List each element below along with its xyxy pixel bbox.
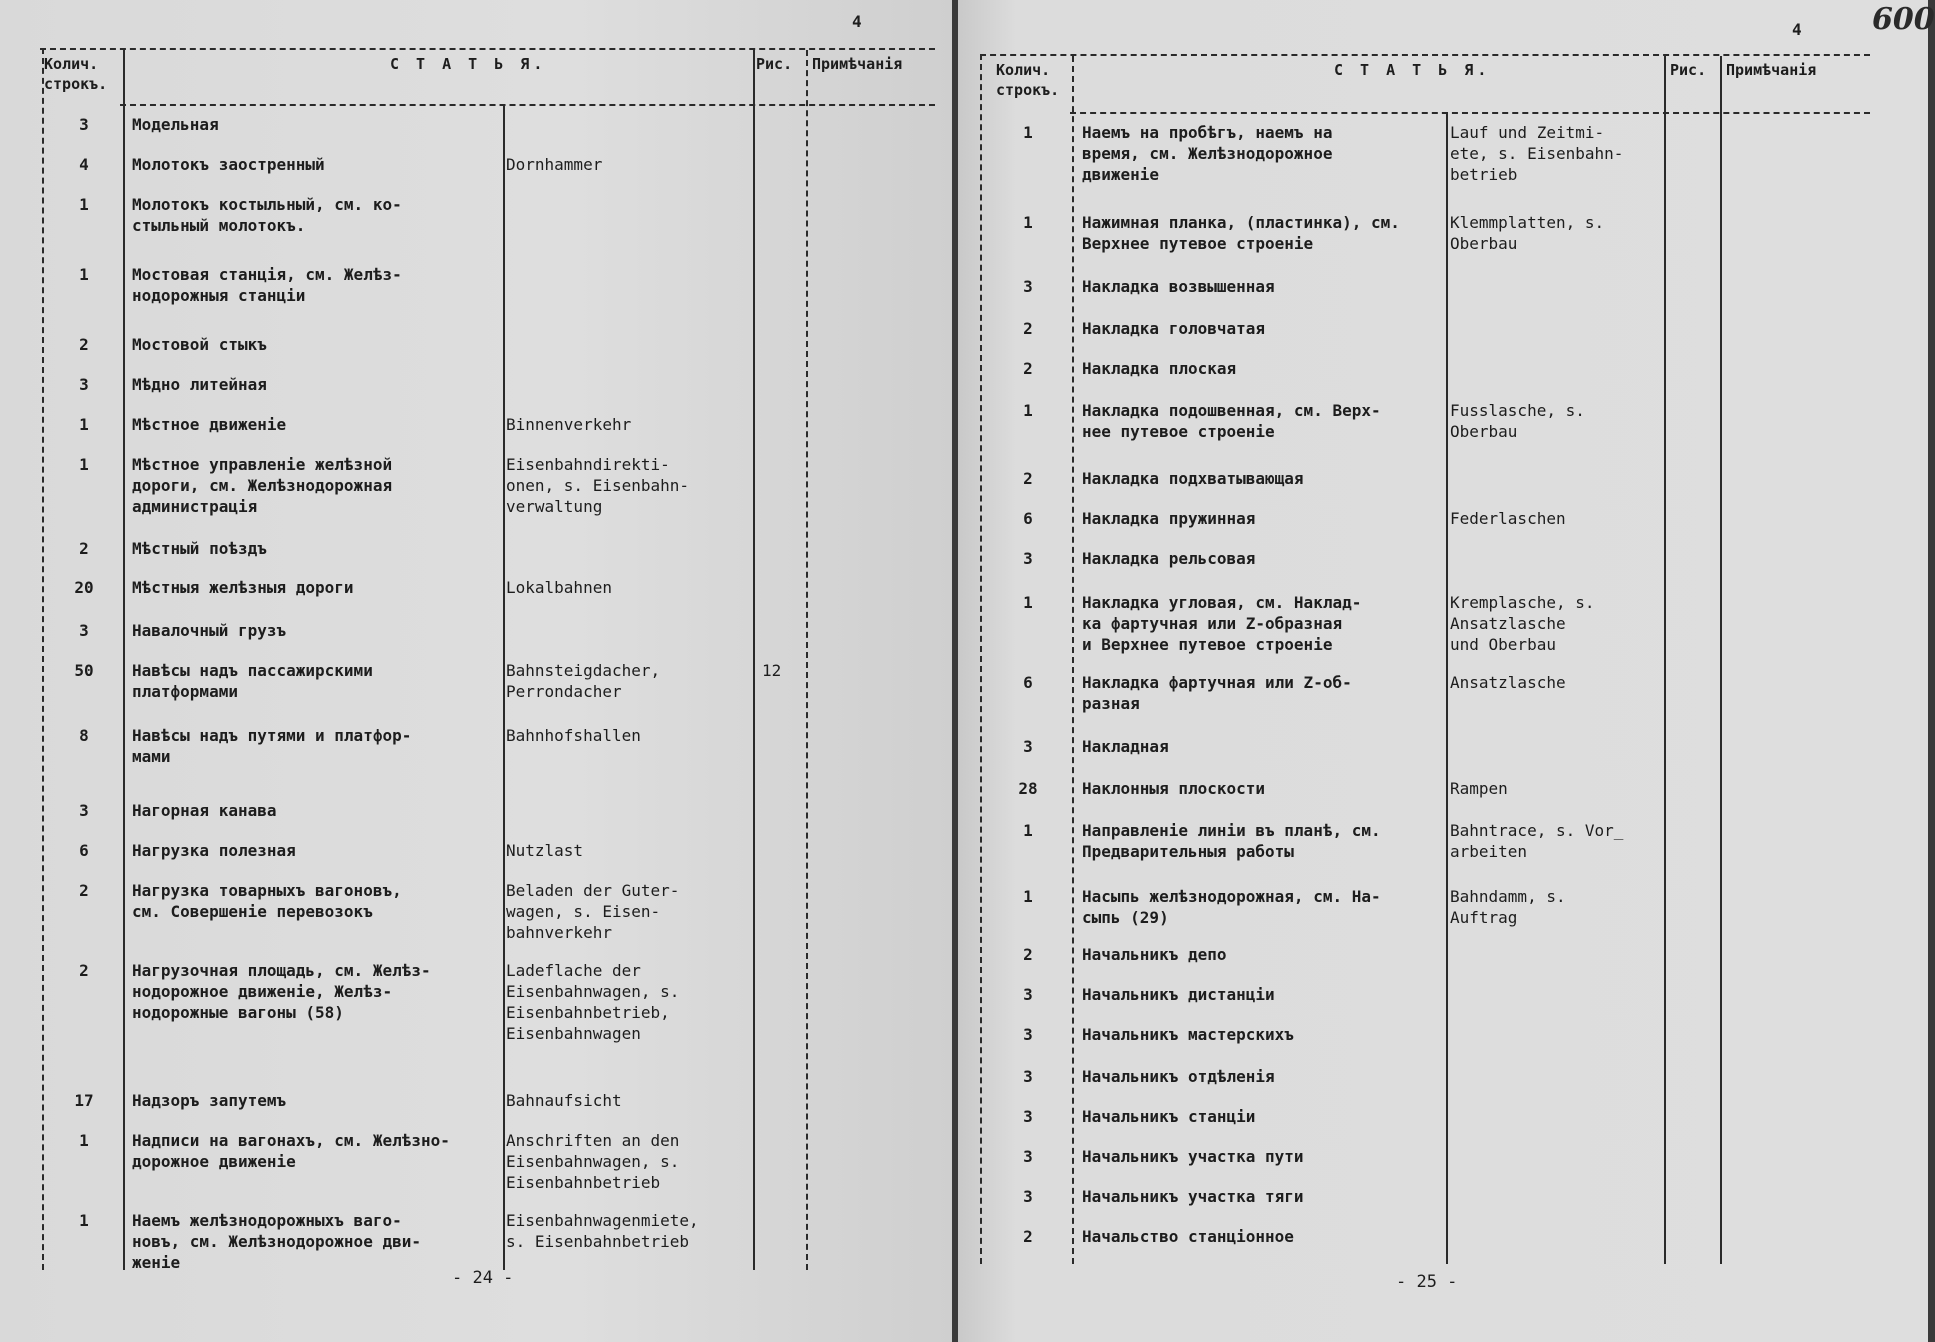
header-fig: Рис.: [1670, 61, 1707, 79]
entry-term-ru: Накладка подошвенная, см. Верх- нее путевое строеніе: [1082, 401, 1381, 441]
page-mark: 4: [1792, 20, 1802, 39]
entry-term-ru: Начальникъ депо: [1082, 945, 1227, 964]
entry-term-de: Ladeflache der Eisenbahnwagen, s. Eisenbahnbetrieb, Eisenbahnwagen: [506, 961, 680, 1043]
entry-figure: 12: [762, 661, 782, 680]
entry-term-ru: Начальникъ мастерскихъ: [1082, 1025, 1294, 1044]
entry-term-de: Bahnsteigdacher, Perrondacher: [506, 661, 661, 701]
entry-term-de: Bahnaufsicht: [506, 1091, 622, 1110]
entry-term-ru: Наемъ на пробѣгъ, наемъ на время, см. Желѣзнодорожное движеніе: [1082, 123, 1333, 184]
entry-term-ru: Мѣстное управленіе желѣзной дороги, см. Желѣзнодорожная администрація: [132, 455, 393, 516]
entry-term-ru: Нажимная планка, (пластинка), см. Верхнее путевое строеніе: [1082, 213, 1400, 253]
entry-term-ru: Накладка пружинная: [1082, 509, 1256, 528]
entry-term-ru: Начальникъ участка пути: [1082, 1147, 1304, 1166]
col-line: [1446, 112, 1448, 1264]
entry-count: 2: [1023, 469, 1033, 488]
entry-count: 3: [79, 115, 89, 134]
entry-term-ru: Нагрузочная площадь, см. Желѣз- нодорожное движеніе, Желѣз- нодорожные вагоны (58): [132, 961, 431, 1022]
entry-term-de: Kremplasche, s. Ansatzlasche und Oberbau: [1450, 593, 1595, 654]
entry-term-de: Binnenverkehr: [506, 415, 632, 434]
entry-count: 3: [1023, 277, 1033, 296]
entry-term-ru: Нагрузка полезная: [132, 841, 296, 860]
entry-count: 6: [79, 841, 89, 860]
header-fig: Рис.: [756, 55, 793, 73]
entry-count: 6: [1023, 509, 1033, 528]
entry-term-de: Eisenbahnwagenmiete, s. Eisenbahnbetrieb: [506, 1211, 699, 1251]
entry-term-ru: Начальникъ участка тяги: [1082, 1187, 1304, 1206]
entry-term-de: Bahndamm, s. Auftrag: [1450, 887, 1566, 927]
entry-count: 2: [79, 539, 89, 558]
entry-count: 1: [1023, 887, 1033, 906]
entry-term-ru: Мѣстное движеніе: [132, 415, 287, 434]
entry-term-de: Nutzlast: [506, 841, 584, 860]
col-line: [1072, 56, 1074, 1264]
entry-count: 1: [1023, 213, 1033, 232]
entry-count: 1: [79, 415, 89, 434]
col-line: [42, 48, 44, 1270]
col-line: [1664, 56, 1666, 1264]
page-footer: - 24 -: [452, 1268, 514, 1288]
entry-count: 1: [79, 455, 89, 474]
entry-count: 3: [1023, 1025, 1033, 1044]
entry-term-ru: Мостовой стыкъ: [132, 335, 267, 354]
header-count: Колич. строкъ.: [44, 55, 108, 93]
entry-count: 20: [74, 578, 94, 597]
entry-term-ru: Нагрузка товарныхъ вагоновъ, см. Совершеніе перевозокъ: [132, 881, 402, 921]
page-stamp: 600: [1872, 2, 1935, 37]
entry-count: 3: [79, 801, 89, 820]
header-top-rule: [980, 54, 1870, 56]
entry-term-ru: Начальникъ отдѣленія: [1082, 1067, 1275, 1086]
entry-term-ru: Наклонныя плоскости: [1082, 779, 1266, 798]
entry-term-de: Fusslasche, s. Oberbau: [1450, 401, 1585, 441]
entry-term-ru: Навалочный грузъ: [132, 621, 287, 640]
entry-term-de: Bahntrace, s. Vor_ arbeiten: [1450, 821, 1624, 861]
entry-term-de: Klemmplatten, s. Oberbau: [1450, 213, 1605, 253]
entry-term-de: Federlaschen: [1450, 509, 1566, 528]
header-note: Примѣчанія: [812, 55, 903, 73]
entry-count: 2: [1023, 1227, 1033, 1246]
header-bottom-rule: [1070, 112, 1870, 114]
entry-count: 3: [1023, 1187, 1033, 1206]
header-top-rule: [40, 48, 935, 50]
entry-term-ru: Накладка угловая, см. Наклад- ка фартучная или Z-образная и Верхнее путевое строеніе: [1082, 593, 1362, 654]
entry-count: 3: [1023, 1107, 1033, 1126]
entry-term-ru: Начальство станціонное: [1082, 1227, 1294, 1246]
entry-term-ru: Наемъ желѣзнодорожныхъ ваго- новъ, см. Желѣзнодорожное дви- женіе: [132, 1211, 421, 1272]
entry-count: 2: [1023, 945, 1033, 964]
entry-count: 1: [79, 1131, 89, 1150]
entry-term-de: Lokalbahnen: [506, 578, 612, 597]
entry-count: 1: [1023, 593, 1033, 612]
entry-count: 2: [79, 961, 89, 980]
col-line: [753, 50, 755, 1270]
entry-count: 8: [79, 726, 89, 745]
page-mark: 4: [852, 12, 862, 31]
header-article: С Т А Т Ь Я.: [390, 55, 547, 73]
col-line: [980, 54, 982, 1264]
entry-term-ru: Направленіе линіи въ планѣ, см. Предварительныя работы: [1082, 821, 1381, 861]
entry-count: 3: [1023, 985, 1033, 1004]
entry-term-de: Bahnhofshallen: [506, 726, 641, 745]
entry-count: 2: [1023, 359, 1033, 378]
entry-count: 3: [79, 375, 89, 394]
entry-term-ru: Накладка рельсовая: [1082, 549, 1256, 568]
entry-count: 3: [1023, 1147, 1033, 1166]
entry-count: 1: [1023, 821, 1033, 840]
entry-count: 2: [79, 881, 89, 900]
entry-term-de: Beladen der Guter- wagen, s. Eisen- bahnverkehr: [506, 881, 680, 942]
entry-term-de: Eisenbahndirekti- onen, s. Eisenbahn- verwaltung: [506, 455, 690, 516]
entry-term-ru: Модельная: [132, 115, 219, 134]
entry-count: 28: [1018, 779, 1038, 798]
entry-term-ru: Мостовая станція, см. Желѣз- нодорожныя станціи: [132, 265, 402, 305]
entry-term-ru: Молотокъ заостренный: [132, 155, 325, 174]
entry-term-ru: Накладка плоская: [1082, 359, 1237, 378]
entry-term-ru: Накладка подхватывающая: [1082, 469, 1304, 488]
entry-term-de: Lauf und Zeitmi- ete, s. Eisenbahn- betrieb: [1450, 123, 1624, 184]
entry-count: 3: [79, 621, 89, 640]
entry-count: 1: [79, 1211, 89, 1230]
entry-term-ru: Накладка головчатая: [1082, 319, 1266, 338]
entry-term-ru: Навѣсы надъ путями и платфор- мами: [132, 726, 412, 766]
header-note: Примѣчанія: [1726, 61, 1817, 79]
right-page: [958, 0, 1935, 1342]
entry-count: 1: [1023, 401, 1033, 420]
entry-term-de: Anschriften an den Eisenbahnwagen, s. Eisenbahnbetrieb: [506, 1131, 680, 1192]
entry-term-ru: Надзоръ запутемъ: [132, 1091, 287, 1110]
entry-term-de: Rampen: [1450, 779, 1508, 798]
entry-count: 3: [1023, 549, 1033, 568]
entry-term-de: Dornhammer: [506, 155, 603, 174]
entry-term-ru: Нагорная канава: [132, 801, 277, 820]
header-article: С Т А Т Ь Я.: [1334, 61, 1491, 79]
entry-term-ru: Накладка возвышенная: [1082, 277, 1275, 296]
entry-term-ru: Молотокъ костыльный, см. ко- стыльный молотокъ.: [132, 195, 402, 235]
entry-term-ru: Накладка фартучная или Z-об- разная: [1082, 673, 1352, 713]
col-line: [123, 50, 125, 1270]
entry-term-ru: Начальникъ станціи: [1082, 1107, 1256, 1126]
col-line: [503, 105, 505, 1270]
entry-term-ru: Навѣсы надъ пассажирскими платформами: [132, 661, 373, 701]
entry-term-de: Ansatzlasche: [1450, 673, 1566, 692]
entry-term-ru: Мѣстный поѣздъ: [132, 539, 267, 558]
entry-term-ru: Накладная: [1082, 737, 1169, 756]
page-footer: - 25 -: [1396, 1272, 1458, 1292]
entry-count: 2: [79, 335, 89, 354]
entry-term-ru: Насыпь желѣзнодорожная, см. На- сыпь (29): [1082, 887, 1381, 927]
entry-count: 1: [79, 265, 89, 284]
entry-count: 3: [1023, 737, 1033, 756]
entry-count: 6: [1023, 673, 1033, 692]
entry-term-ru: Мѣдно литейная: [132, 375, 267, 394]
entry-count: 3: [1023, 1067, 1033, 1086]
entry-term-ru: Мѣстныя желѣзныя дороги: [132, 578, 354, 597]
entry-count: 1: [79, 195, 89, 214]
entry-term-ru: Надписи на вагонахъ, см. Желѣзно- дорожное движеніе: [132, 1131, 450, 1171]
col-line: [806, 50, 808, 1270]
entry-count: 2: [1023, 319, 1033, 338]
entry-count: 1: [1023, 123, 1033, 142]
left-page: [0, 0, 952, 1342]
col-line: [1720, 56, 1722, 1264]
entry-count: 4: [79, 155, 89, 174]
header-count: Колич. строкъ.: [996, 61, 1060, 99]
entry-count: 17: [74, 1091, 94, 1110]
header-bottom-rule: [120, 104, 935, 106]
entry-term-ru: Начальникъ дистанціи: [1082, 985, 1275, 1004]
entry-count: 50: [74, 661, 94, 680]
